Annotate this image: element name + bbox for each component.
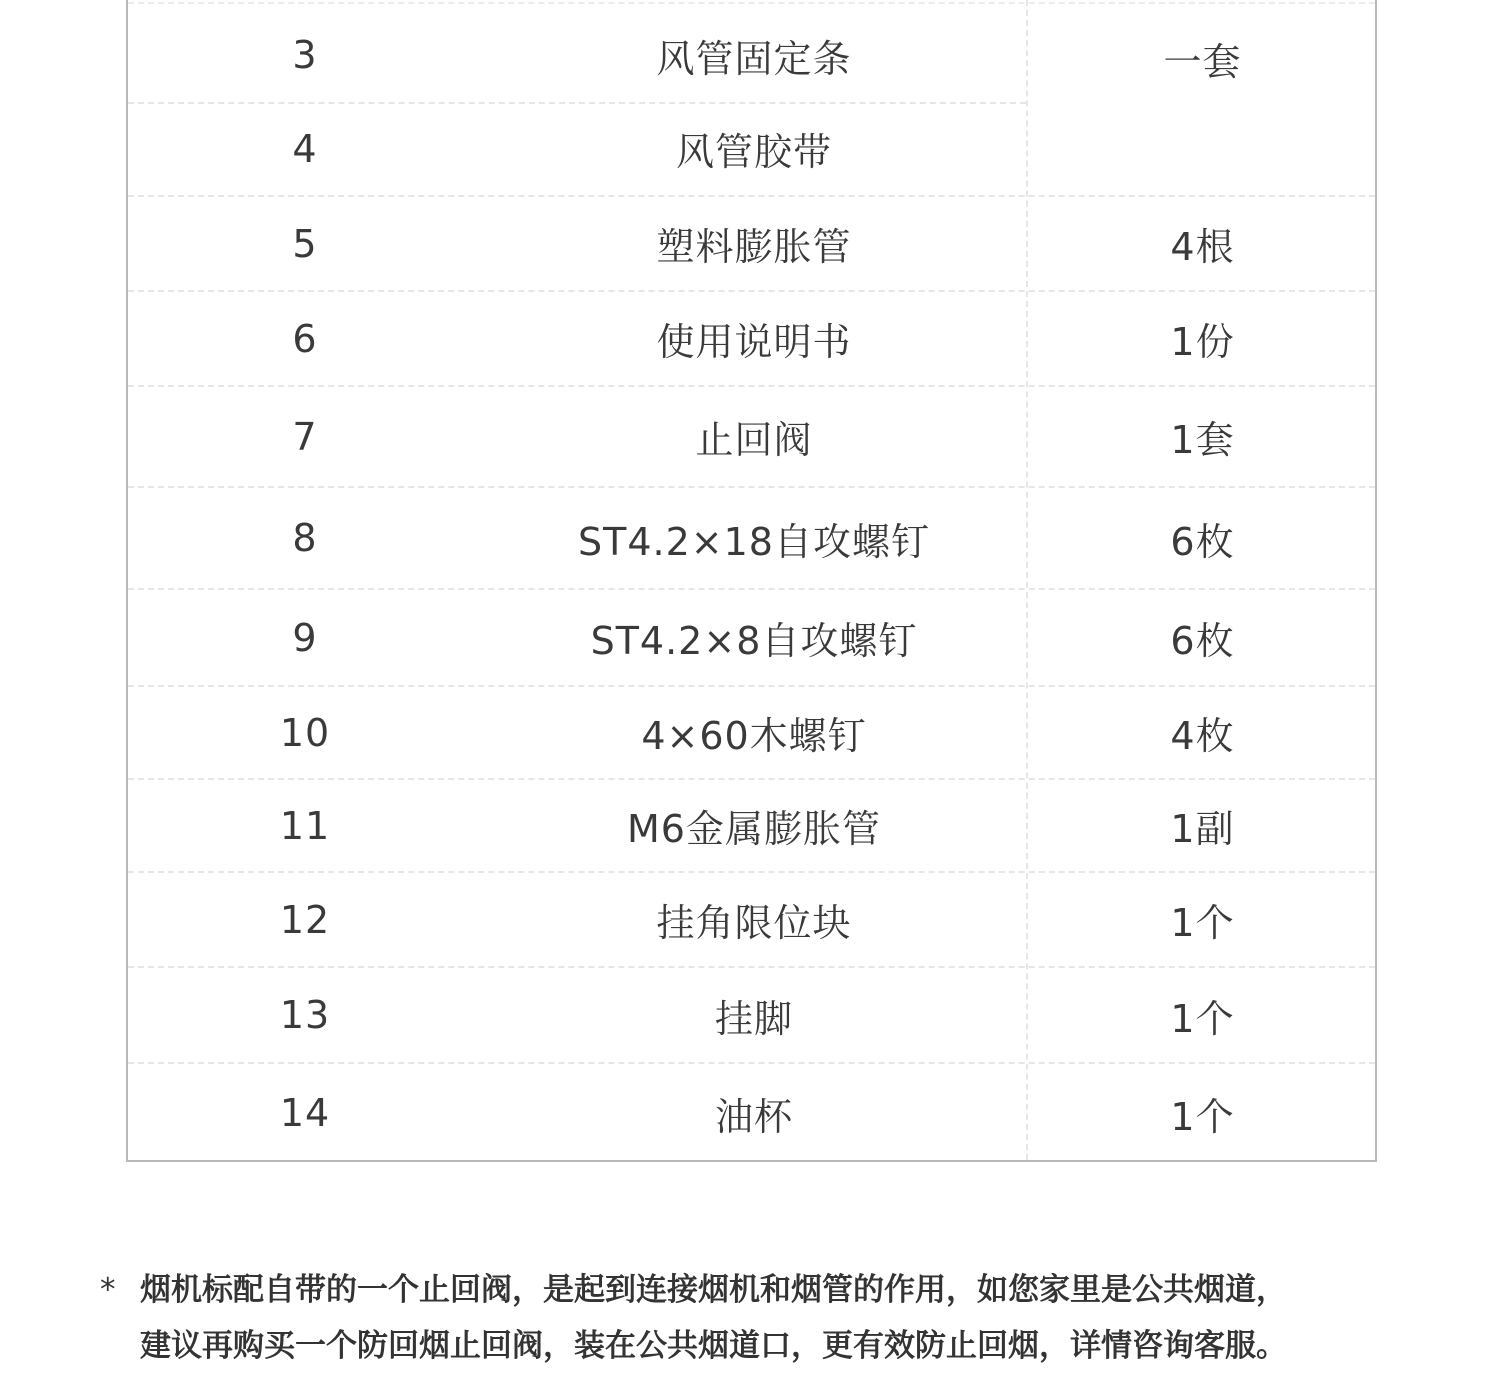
item-name: 风管胶带	[675, 130, 832, 174]
footnote	[100, 1262, 1440, 1374]
item-name: ST4.2×18自攻螺钉	[578, 519, 930, 564]
footnote-line-1	[100, 1262, 1440, 1318]
merged-qty-cell: 一套	[1163, 39, 1242, 84]
row-number: 4	[292, 126, 318, 171]
footnote-line-2: 建议再购买一个防回烟止回阀，装在公共烟道口，更有效防止回烟，详情咨询客服。	[140, 1328, 1287, 1364]
item-name: 风管固定条	[656, 36, 852, 81]
table-row	[128, 387, 1375, 488]
item-name: 挂角限位块	[656, 901, 852, 945]
footnote-text-1: 烟机标配自带的一个止回阀，是起到连接烟机和烟管的作用，如您家里是公共烟道，	[140, 1272, 1287, 1308]
item-quantity: 4枚	[1170, 714, 1235, 758]
item-quantity: 6枚	[1170, 519, 1235, 564]
row-number: 9	[292, 615, 318, 660]
item-name: 挂脚	[714, 996, 793, 1041]
item-quantity: 1份	[1170, 320, 1235, 364]
item-name: 使用说明书	[656, 320, 852, 364]
table-row	[128, 292, 1375, 387]
table-top-divider	[128, 2, 1375, 4]
item-quantity: 1套	[1170, 418, 1235, 462]
item-quantity: 6枚	[1170, 619, 1235, 663]
item-name: ST4.2×8自攻螺钉	[590, 619, 918, 663]
row-number: 6	[292, 316, 318, 361]
row-number: 7	[292, 414, 318, 459]
item-quantity: 1个	[1170, 996, 1235, 1041]
table-row	[128, 488, 1375, 590]
row-number: 12	[279, 897, 331, 942]
table-row	[128, 590, 1375, 687]
table-row	[128, 1064, 1375, 1162]
row-number: 13	[279, 993, 331, 1037]
table-row	[128, 968, 1375, 1064]
item-quantity: 1副	[1170, 807, 1235, 851]
item-name: 止回阀	[695, 418, 813, 462]
row-number: 11	[279, 803, 331, 848]
accessory-table	[126, 0, 1377, 1162]
table-row	[128, 687, 1375, 780]
footnote-marker: *	[100, 1272, 116, 1308]
table-row	[128, 780, 1375, 873]
row-number: 14	[279, 1091, 331, 1135]
table-row	[128, 102, 1375, 197]
table-row	[128, 8, 1375, 102]
item-quantity: 1个	[1170, 901, 1235, 945]
item-name: 4×60木螺钉	[641, 714, 867, 758]
item-name: 塑料膨胀管	[656, 225, 852, 269]
table-row	[128, 873, 1375, 968]
item-name: M6金属膨胀管	[627, 807, 881, 851]
row-number: 10	[279, 710, 331, 755]
item-name: 油杯	[714, 1094, 793, 1139]
row-number: 3	[292, 33, 318, 77]
table-row	[128, 197, 1375, 292]
row-number: 5	[292, 221, 318, 266]
item-quantity: 4根	[1170, 225, 1235, 269]
row-number: 8	[292, 516, 318, 560]
item-quantity: 1个	[1170, 1094, 1235, 1139]
